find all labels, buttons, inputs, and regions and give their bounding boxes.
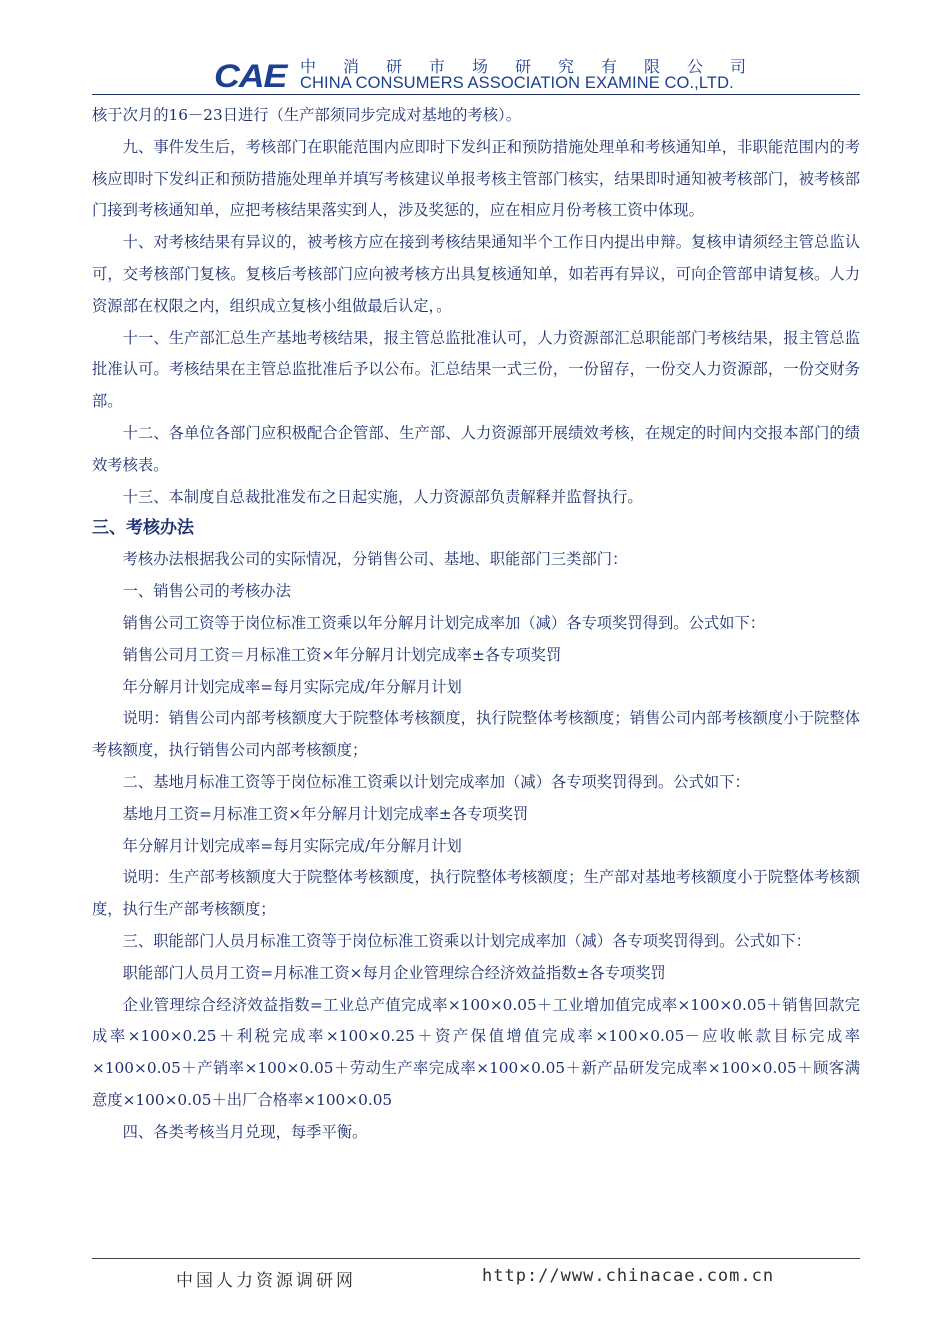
header-divider — [92, 94, 860, 95]
company-logo: CAE — [214, 58, 287, 94]
footer-divider — [92, 1258, 860, 1259]
paragraph-sales-salary: 销售公司工资等于岗位标准工资乘以年分解月计划完成率加（减）各专项奖罚得到。公式如下： — [122, 613, 766, 632]
formula-base-monthly-salary: 基地月工资=月标准工资×年分解月计划完成率±各专项奖罚 — [122, 804, 529, 823]
formula-sales-monthly-salary: 销售公司月工资＝月标准工资×年分解月计划完成率±各专项奖罚 — [122, 645, 562, 664]
paragraph-item-11: 十一、生产部汇总生产基地考核结果，报主管总监批准认可，人力资源部汇总职能部门考核结果，报主管总监批准认可。考核结果在主管总监批准后予以公布。汇总结果一式三份，一份留存，一份交人力资源部，一份交财务部。 — [92, 328, 860, 411]
page-header — [214, 52, 854, 98]
paragraph-item-4-settlement: 四、各类考核当月兑现，每季平衡。 — [122, 1122, 368, 1141]
paragraph-item-12: 十二、各单位各部门应积极配合企管部、生产部、人力资源部开展绩效考核，在规定的时间内交报本部门的绩效考核表。 — [92, 423, 860, 474]
paragraph-intro: 考核办法根据我公司的实际情况，分销售公司、基地、职能部门三类部门： — [122, 550, 628, 569]
formula-functional-monthly-salary: 职能部门人员月工资=月标准工资×每月企业管理综合经济效益指数±各专项奖罚 — [122, 963, 666, 982]
note-production-dept: 说明：生产部考核额度大于院整体考核额度，执行院整体考核额度；生产部对基地考核额度小于院整体考核额度，执行生产部考核额度； — [92, 868, 860, 919]
note-sales-company: 说明：销售公司内部考核额度大于院整体考核额度，执行院整体考核额度；销售公司内部考核额度小于院整体考核额度，执行销售公司内部考核额度； — [92, 709, 860, 760]
document-body — [92, 100, 860, 1149]
section-title-assessment-method: 三、考核办法 — [92, 518, 194, 539]
paragraph-continuation: 核于次月的16－23日进行（生产部须同步完成对基地的考核）。 — [92, 106, 521, 124]
paragraph-item-9: 九、事件发生后，考核部门在职能范围内应即时下发纠正和预防措施处理单和考核通知单，非职能范围内的考核应即时下发纠正和预防措施处理单并填写考核建议单报考核主管部门核实，结果即时通知被考核部门，被考核部门接到考核通知单，应把考核结果落实到人，涉及奖惩的，应在相应月份考核工资中体现。 — [92, 137, 860, 220]
formula-economic-benefit-index: 企业管理综合经济效益指数=工业总产值完成率×100×0.05＋工业增加值完成率×100×0.05＋销售回款完成率×100×0.25＋利税完成率×100×0.25＋资产保值增值完成率×100×0.05－应收帐款目标完成率×100×0.05＋产销率×100×0.05＋劳动生产率完成率×100×0.05＋新产品研发完成率×100×0.05＋顾客满意度×100×0.05＋出厂合格率×100×0.05 — [92, 995, 860, 1109]
company-name-chinese: 中消研市场研究有限公司 — [300, 57, 774, 76]
footer-url-link[interactable]: http://www.chinacae.com.cn — [482, 1266, 775, 1286]
footer-site-name: 中国人力资源调研网 — [176, 1271, 356, 1291]
paragraph-item-13: 十三、本制度自总裁批准发布之日起实施，人力资源部负责解释并监督执行。 — [122, 487, 643, 506]
paragraph-functional-dept-salary: 三、职能部门人员月标准工资等于岗位标准工资乘以计划完成率加（减）各专项奖罚得到。公式如下： — [122, 931, 811, 950]
paragraph-item-10: 十、对考核结果有异议的，被考核方应在接到考核结果通知半个工作日内提出申辩。复核申请须经主管总监认可，交考核部门复核。复核后考核部门应向被考核方出具复核通知单，如若再有异议，可向企管部申请复核。人力资源部在权限之内，组织成立复核小组做最后认定，。 — [92, 233, 860, 315]
subheading-sales-company: 一、销售公司的考核办法 — [122, 582, 291, 601]
company-name-english: CHINA CONSUMERS ASSOCIATION EXAMINE CO.,LTD. — [300, 74, 734, 92]
paragraph-base-salary: 二、基地月标准工资等于岗位标准工资乘以计划完成率加（减）各专项奖罚得到。公式如下： — [122, 772, 750, 791]
formula-plan-completion-rate: 年分解月计划完成率=每月实际完成/年分解月计划 — [122, 677, 462, 696]
formula-plan-completion-rate-2: 年分解月计划完成率=每月实际完成/年分解月计划 — [122, 836, 462, 855]
